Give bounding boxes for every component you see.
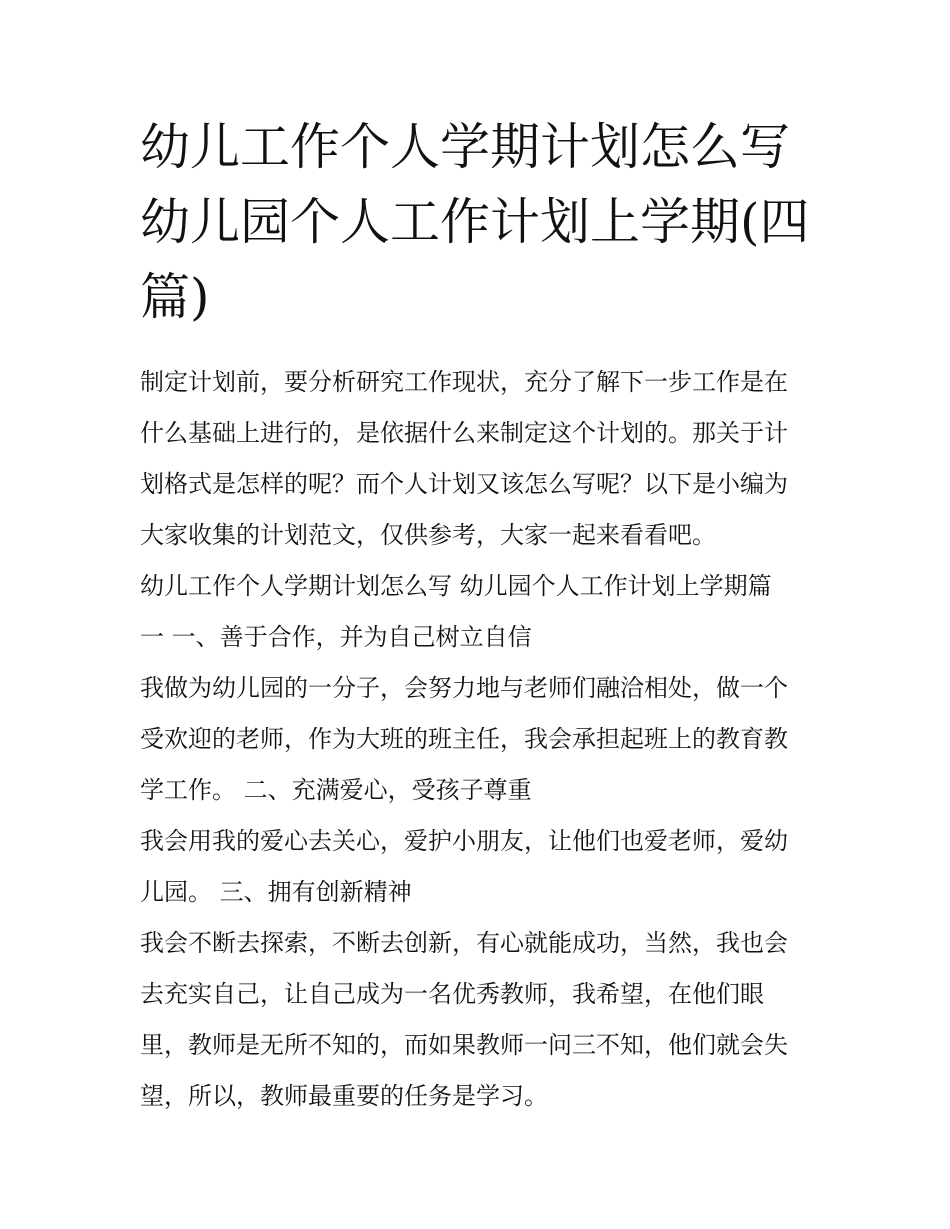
body-line: 大家收集的计划范文，仅供参考，大家一起来看看吧。 — [140, 521, 716, 549]
document-title — [140, 110, 820, 335]
body-line: 什么基础上进行的，是依据什么来制定这个计划的。那关于计 — [140, 419, 788, 447]
title-line-2: 幼儿园个人工作计划上学期(四 — [140, 193, 810, 251]
body-line: 我会用我的爱心去关心，爱护小朋友，让他们也爱老师，爱幼 — [140, 827, 788, 855]
body-line: 我做为幼儿园的一分子，会努力地与老师们融洽相处，做一个 — [140, 674, 788, 702]
document-page — [140, 110, 820, 1122]
body-line: 我会不断去探索，不断去创新，有心就能成功，当然，我也会 — [140, 929, 788, 957]
body-line: 受欢迎的老师，作为大班的班主任，我会承担起班上的教育教 — [140, 725, 788, 753]
body-line: 一 一、善于合作，并为自己树立自信 — [140, 623, 532, 651]
body-line: 望，所以，教师最重要的任务是学习。 — [140, 1082, 548, 1110]
title-line-3: 篇) — [140, 268, 210, 326]
body-line: 儿园。 三、拥有创新精神 — [140, 878, 412, 906]
title-line-1: 幼儿工作个人学期计划怎么写 — [140, 118, 790, 176]
body-line: 划格式是怎样的呢？而个人计划又该怎么写呢？以下是小编为 — [140, 470, 788, 498]
body-line: 学工作。 二、充满爱心，受孩子尊重 — [140, 776, 532, 804]
body-line: 制定计划前，要分析研究工作现状，充分了解下一步工作是在 — [140, 368, 788, 396]
document-body — [140, 357, 820, 1122]
body-line: 幼儿工作个人学期计划怎么写 幼儿园个人工作计划上学期篇 — [140, 572, 772, 600]
body-line: 里，教师是无所不知的，而如果教师一问三不知，他们就会失 — [140, 1031, 788, 1059]
body-line: 去充实自己，让自己成为一名优秀教师，我希望，在他们眼 — [140, 980, 764, 1008]
